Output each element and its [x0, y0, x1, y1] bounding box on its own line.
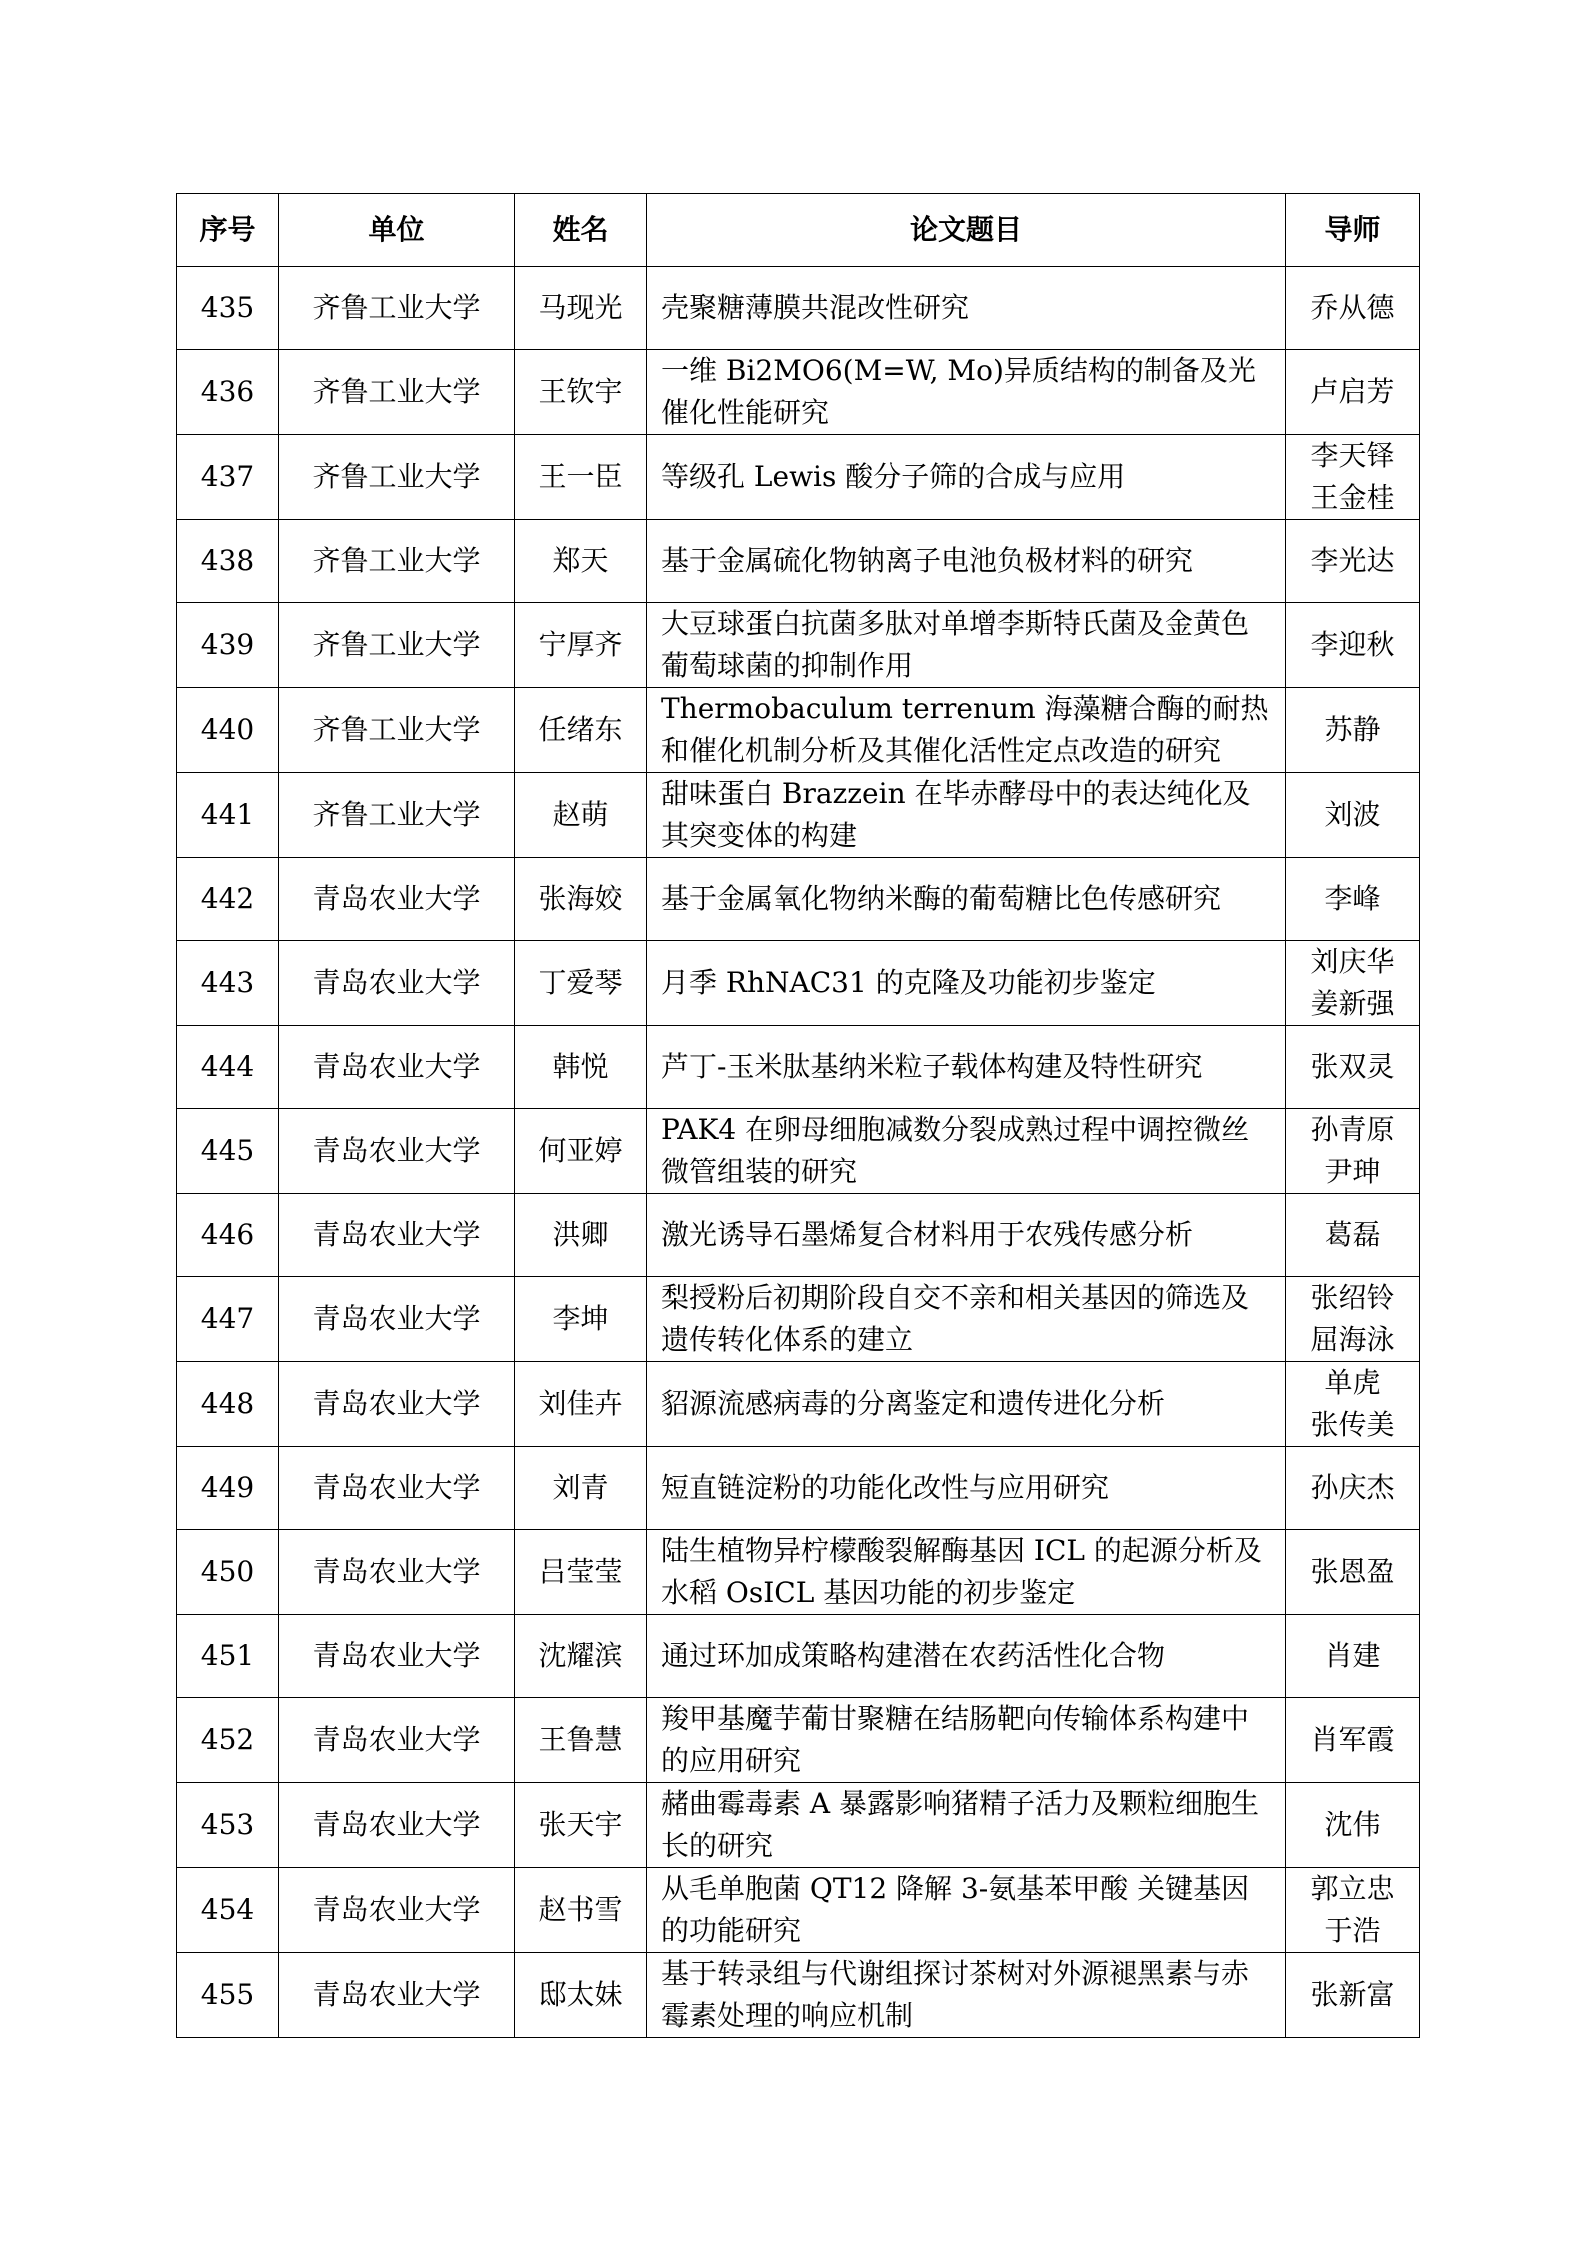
table-row [177, 435, 1420, 520]
row-name: 丁爱琴 [515, 941, 647, 1026]
row-number: 451 [177, 1615, 279, 1698]
row-advisors [1286, 688, 1420, 773]
row-advisors [1286, 1362, 1420, 1447]
row-number: 444 [177, 1026, 279, 1109]
table-header-row [177, 194, 1420, 267]
table-row [177, 773, 1420, 858]
row-name: 何亚婷 [515, 1109, 647, 1194]
row-name: 邸太妹 [515, 1953, 647, 2038]
table-row [177, 520, 1420, 603]
row-unit: 青岛农业大学 [279, 1698, 515, 1783]
advisor-name: 刘庆华 [1310, 945, 1395, 978]
advisor-name: 李天铎 [1310, 439, 1395, 472]
row-advisors [1286, 1783, 1420, 1868]
row-name: 王钦宇 [515, 350, 647, 435]
table-row [177, 688, 1420, 773]
advisor-name: 姜新强 [1310, 987, 1395, 1020]
row-name: 沈耀滨 [515, 1615, 647, 1698]
row-title: 芦丁-玉米肽基纳米粒子载体构建及特性研究 [647, 1026, 1286, 1109]
row-name: 郑天 [515, 520, 647, 603]
table-row [177, 1026, 1420, 1109]
row-advisors [1286, 267, 1420, 350]
row-name: 刘青 [515, 1447, 647, 1530]
advisor-name: 沈伟 [1324, 1808, 1381, 1841]
row-title: 壳聚糖薄膜共混改性研究 [647, 267, 1286, 350]
advisor-name: 李迎秋 [1310, 628, 1395, 661]
advisor-name: 李峰 [1324, 882, 1381, 915]
row-advisors [1286, 1447, 1420, 1530]
advisor-name: 单虎 [1324, 1366, 1381, 1399]
row-name: 宁厚齐 [515, 603, 647, 688]
row-title: 月季 RhNAC31 的克隆及功能初步鉴定 [647, 941, 1286, 1026]
row-title: 一维 Bi2MO6(M=W, Mo)异质结构的制备及光催化性能研究 [647, 350, 1286, 435]
row-unit: 青岛农业大学 [279, 1109, 515, 1194]
row-title: 基于转录组与代谢组探讨茶树对外源褪黑素与赤霉素处理的响应机制 [647, 1953, 1286, 2038]
advisor-name: 肖军霞 [1310, 1723, 1395, 1756]
row-name: 张天宇 [515, 1783, 647, 1868]
advisor-name: 孙庆杰 [1310, 1471, 1395, 1504]
row-unit: 齐鲁工业大学 [279, 267, 515, 350]
table-row [177, 1783, 1420, 1868]
row-advisors [1286, 1026, 1420, 1109]
row-advisors [1286, 435, 1420, 520]
header-name: 姓名 [515, 194, 647, 267]
row-name: 王鲁慧 [515, 1698, 647, 1783]
thesis-award-table [176, 193, 1420, 2038]
header-title: 论文题目 [647, 194, 1286, 267]
row-advisors [1286, 1194, 1420, 1277]
header-advisor: 导师 [1286, 194, 1420, 267]
row-unit: 青岛农业大学 [279, 1953, 515, 2038]
row-name: 马现光 [515, 267, 647, 350]
advisor-name: 张新富 [1310, 1978, 1395, 2011]
row-number: 447 [177, 1277, 279, 1362]
advisor-name: 孙青原 [1310, 1113, 1395, 1146]
row-name: 赵书雪 [515, 1868, 647, 1953]
table-row [177, 1530, 1420, 1615]
row-advisors [1286, 1277, 1420, 1362]
row-title: 甜味蛋白 Brazzein 在毕赤酵母中的表达纯化及其突变体的构建 [647, 773, 1286, 858]
row-number: 454 [177, 1868, 279, 1953]
row-number: 443 [177, 941, 279, 1026]
row-unit: 青岛农业大学 [279, 1362, 515, 1447]
advisor-name: 张恩盈 [1310, 1555, 1395, 1588]
table-row [177, 1362, 1420, 1447]
header-no: 序号 [177, 194, 279, 267]
row-number: 436 [177, 350, 279, 435]
row-number: 439 [177, 603, 279, 688]
row-unit: 青岛农业大学 [279, 1783, 515, 1868]
row-title: 从毛单胞菌 QT12 降解 3-氨基苯甲酸 关键基因的功能研究 [647, 1868, 1286, 1953]
row-name: 赵萌 [515, 773, 647, 858]
row-title: 貂源流感病毒的分离鉴定和遗传进化分析 [647, 1362, 1286, 1447]
row-title: 基于金属硫化物钠离子电池负极材料的研究 [647, 520, 1286, 603]
row-name: 刘佳卉 [515, 1362, 647, 1447]
row-advisors [1286, 603, 1420, 688]
row-name: 韩悦 [515, 1026, 647, 1109]
advisor-name: 葛磊 [1324, 1218, 1381, 1251]
row-unit: 齐鲁工业大学 [279, 688, 515, 773]
advisor-name: 王金桂 [1310, 481, 1395, 514]
row-title: 陆生植物异柠檬酸裂解酶基因 ICL 的起源分析及水稻 OsICL 基因功能的初步鉴定 [647, 1530, 1286, 1615]
row-advisors [1286, 1530, 1420, 1615]
row-name: 任绪东 [515, 688, 647, 773]
table-row [177, 1447, 1420, 1530]
row-title: 基于金属氧化物纳米酶的葡萄糖比色传感研究 [647, 858, 1286, 941]
row-name: 吕莹莹 [515, 1530, 647, 1615]
row-name: 王一臣 [515, 435, 647, 520]
row-title: 短直链淀粉的功能化改性与应用研究 [647, 1447, 1286, 1530]
table-body [177, 267, 1420, 2038]
advisor-name: 尹珅 [1324, 1155, 1381, 1188]
row-advisors [1286, 1953, 1420, 2038]
table-row [177, 267, 1420, 350]
row-title: 激光诱导石墨烯复合材料用于农残传感分析 [647, 1194, 1286, 1277]
row-unit: 齐鲁工业大学 [279, 520, 515, 603]
table-row [177, 1277, 1420, 1362]
table-row [177, 1698, 1420, 1783]
row-number: 455 [177, 1953, 279, 2038]
row-number: 441 [177, 773, 279, 858]
row-unit: 齐鲁工业大学 [279, 603, 515, 688]
row-unit: 青岛农业大学 [279, 1530, 515, 1615]
row-advisors [1286, 1868, 1420, 1953]
row-unit: 齐鲁工业大学 [279, 435, 515, 520]
row-number: 446 [177, 1194, 279, 1277]
header-unit: 单位 [279, 194, 515, 267]
row-number: 437 [177, 435, 279, 520]
table-row [177, 1868, 1420, 1953]
row-title: Thermobaculum terrenum 海藻糖合酶的耐热和催化机制分析及其催化活性定点改造的研究 [647, 688, 1286, 773]
row-name: 洪卿 [515, 1194, 647, 1277]
row-number: 452 [177, 1698, 279, 1783]
table-row [177, 1615, 1420, 1698]
advisor-name: 郭立忠 [1310, 1872, 1395, 1905]
table-row [177, 858, 1420, 941]
table-row [177, 1194, 1420, 1277]
advisor-name: 于浩 [1324, 1914, 1381, 1947]
row-unit: 齐鲁工业大学 [279, 350, 515, 435]
row-title: 通过环加成策略构建潜在农药活性化合物 [647, 1615, 1286, 1698]
row-name: 张海姣 [515, 858, 647, 941]
advisor-name: 李光达 [1310, 544, 1395, 577]
row-title: 等级孔 Lewis 酸分子筛的合成与应用 [647, 435, 1286, 520]
row-unit: 青岛农业大学 [279, 858, 515, 941]
row-advisors [1286, 520, 1420, 603]
row-number: 448 [177, 1362, 279, 1447]
row-number: 453 [177, 1783, 279, 1868]
row-number: 438 [177, 520, 279, 603]
row-advisors [1286, 1109, 1420, 1194]
row-advisors [1286, 350, 1420, 435]
row-unit: 青岛农业大学 [279, 1868, 515, 1953]
row-number: 435 [177, 267, 279, 350]
row-unit: 青岛农业大学 [279, 1026, 515, 1109]
advisor-name: 卢启芳 [1310, 375, 1395, 408]
advisor-name: 刘波 [1324, 798, 1381, 831]
advisor-name: 张绍铃 [1310, 1281, 1395, 1314]
row-title: PAK4 在卵母细胞减数分裂成熟过程中调控微丝微管组装的研究 [647, 1109, 1286, 1194]
row-unit: 青岛农业大学 [279, 1194, 515, 1277]
row-number: 450 [177, 1530, 279, 1615]
row-advisors [1286, 773, 1420, 858]
row-title: 大豆球蛋白抗菌多肽对单增李斯特氏菌及金黄色葡萄球菌的抑制作用 [647, 603, 1286, 688]
advisor-name: 苏静 [1324, 713, 1381, 746]
table-row [177, 941, 1420, 1026]
row-unit: 青岛农业大学 [279, 1447, 515, 1530]
row-number: 449 [177, 1447, 279, 1530]
row-number: 440 [177, 688, 279, 773]
row-name: 李坤 [515, 1277, 647, 1362]
row-title: 羧甲基魔芋葡甘聚糖在结肠靶向传输体系构建中的应用研究 [647, 1698, 1286, 1783]
advisor-name: 屈海泳 [1310, 1323, 1395, 1356]
advisor-name: 肖建 [1324, 1639, 1381, 1672]
row-advisors [1286, 858, 1420, 941]
table-row [177, 603, 1420, 688]
row-unit: 青岛农业大学 [279, 1277, 515, 1362]
row-unit: 齐鲁工业大学 [279, 773, 515, 858]
row-number: 445 [177, 1109, 279, 1194]
row-advisors [1286, 1615, 1420, 1698]
row-title: 梨授粉后初期阶段自交不亲和相关基因的筛选及遗传转化体系的建立 [647, 1277, 1286, 1362]
table-row [177, 350, 1420, 435]
advisor-name: 张传美 [1310, 1408, 1395, 1441]
row-number: 442 [177, 858, 279, 941]
row-unit: 青岛农业大学 [279, 941, 515, 1026]
table-row [177, 1109, 1420, 1194]
row-title: 赭曲霉毒素 A 暴露影响猪精子活力及颗粒细胞生长的研究 [647, 1783, 1286, 1868]
row-advisors [1286, 941, 1420, 1026]
advisor-name: 张双灵 [1310, 1050, 1395, 1083]
advisor-name: 乔从德 [1310, 291, 1395, 324]
row-unit: 青岛农业大学 [279, 1615, 515, 1698]
row-advisors [1286, 1698, 1420, 1783]
table-row [177, 1953, 1420, 2038]
